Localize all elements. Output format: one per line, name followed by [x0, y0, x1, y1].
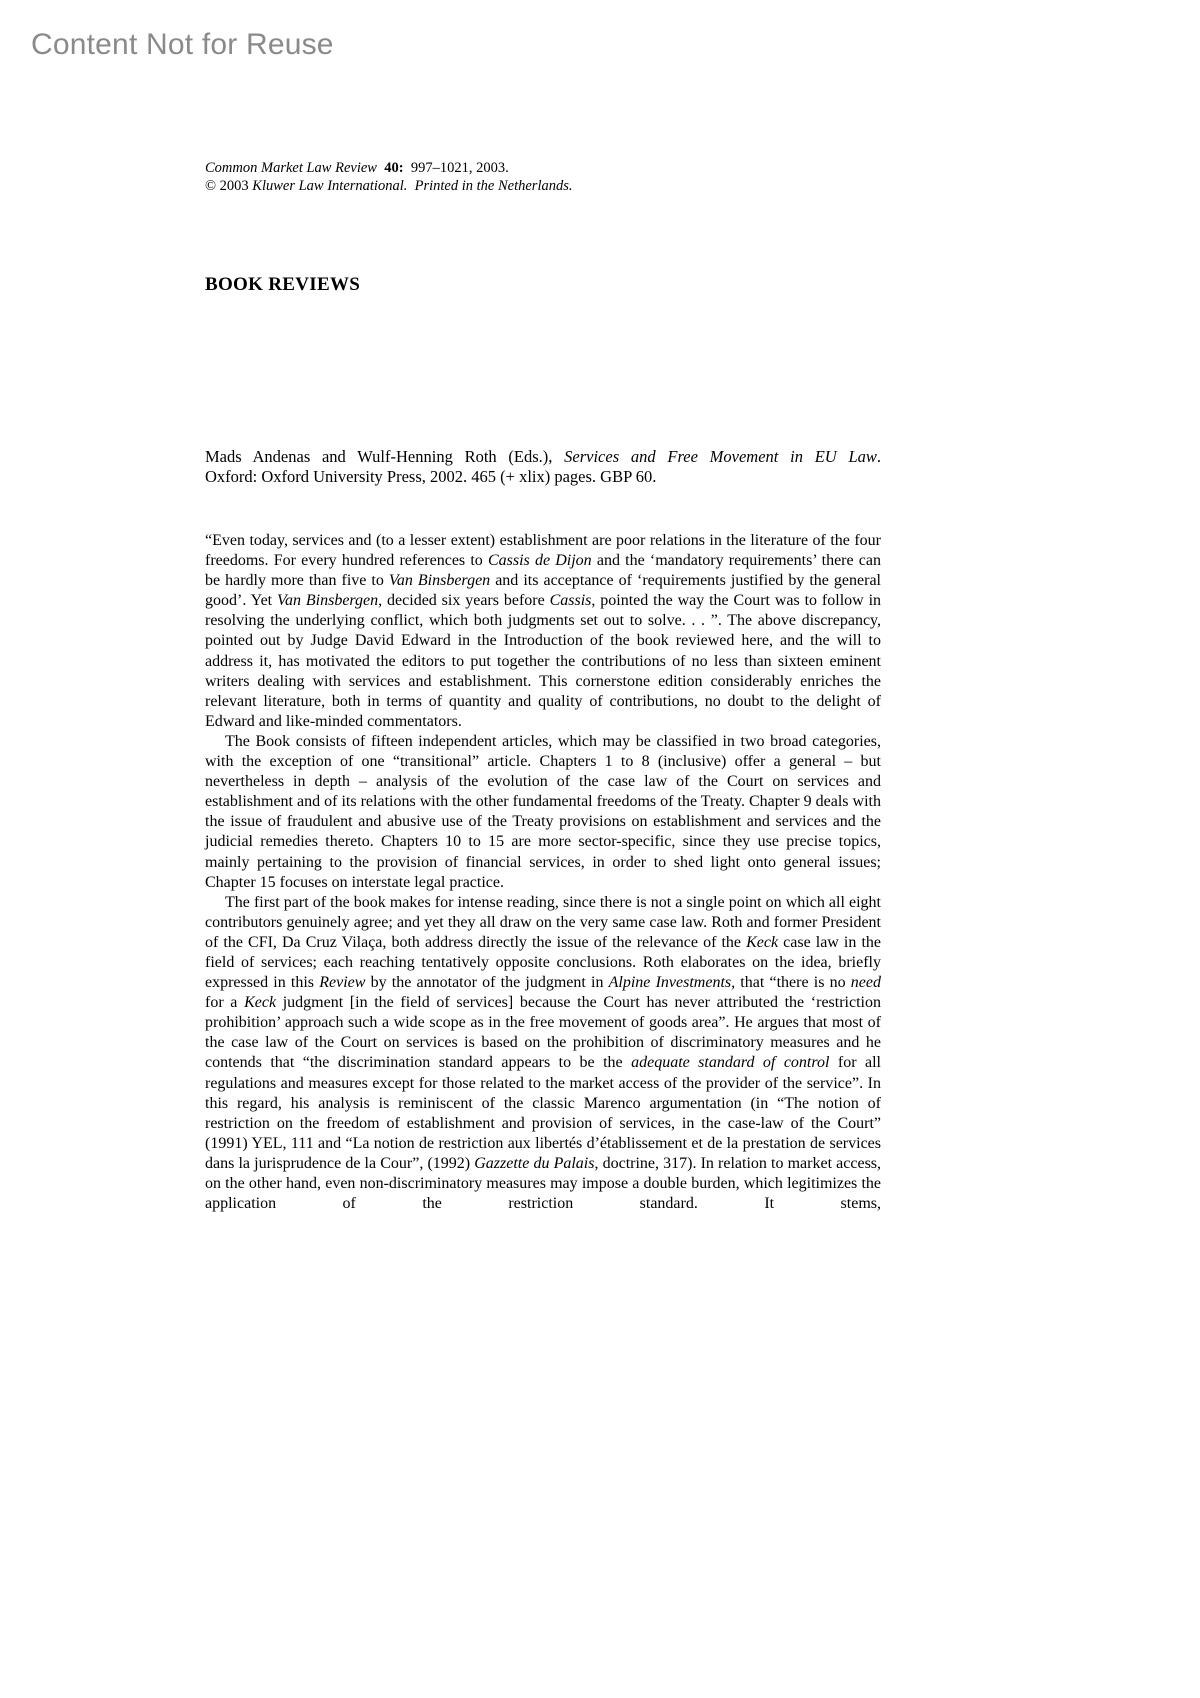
publisher: Kluwer Law International.: [252, 178, 408, 194]
case-name-van-binsbergen-2: Van Binsbergen,: [277, 592, 383, 610]
journal-pages-year: 997–1021, 2003.: [410, 160, 509, 176]
p1-text-3: and its acceptance of ‘requirements justified by the general good’. Yet: [205, 572, 881, 610]
p1-text-4: decided six years before: [382, 592, 550, 610]
journal-name: Common Market Law Review: [205, 160, 377, 176]
book-title: Services and Free Movement in EU Law: [564, 447, 877, 466]
p1-text-2: and the ‘mandatory requirements’ there can be hardly more than five to: [205, 552, 881, 590]
p1-text-5: , pointed the way the Court was to follow in resolving the underlying conflict, which both judgments set out to solve. . . ”. The above discrepancy, pointed out by Judge David Edward in the Introduction of the book reviewed here, and the will to address it, has motivated the editors to put together the contributions of no less than sixteen eminent writers dealing with services and establishment. This cornerstone edition considerably enriches the relevant literature, both in terms of quantity and quality of contributions, no doubt to the delight of Edward and like-minded commentators.: [205, 592, 882, 730]
journal-citation-line: [205, 159, 573, 177]
case-name-alpine-investments: Alpine Investments,: [608, 974, 736, 992]
p3-text-2: case law in the field of services; each reaching tentatively opposite conclusions. Roth elaborates on the idea, briefly expressed in this: [205, 933, 881, 992]
publication-gazzette-du-palais: Gazzette du Palais: [474, 1154, 595, 1172]
citation-line-2: Oxford: Oxford University Press, 2002. 465 (+ xlix) pages. GBP 60.: [205, 467, 657, 486]
emphasis-standard-of-control: adequate standard of control: [631, 1054, 830, 1072]
journal-review-ref: Review: [319, 974, 366, 992]
p3-text-1: The first part of the book makes for intense reading, since there is not a single point on which all eight contributors genuinely agree; and yet they all draw on the very same case law. Roth and former President of the CFI, Da Cruz Vilaça, both address directly the issue of the relevance of the: [205, 893, 881, 951]
copyright-line: [205, 177, 573, 195]
p3-text-7: for all regulations and measures except for those related to the market access of the provider of the service”. In this regard, his analysis is reminiscent of the classic Marenco argumentation (in “The notion of restriction on the freedom of establishment and provision of services, in the case-law of the Court” (1991) YEL, 111 and “La notion de restriction aux libertés d’établissement et de la prestation de services dans la jurisprudence de la Cour”, (1992): [205, 1054, 881, 1172]
p1-text-1: “Even today, services and (to a lesser extent) establishment are poor relations in the literature of the four freedoms. For every hundred references to: [205, 532, 881, 570]
book-authors: Mads Andenas and Wulf-Henning Roth (Eds.),: [205, 447, 553, 466]
book-citation: [205, 447, 881, 487]
book-title-period: .: [876, 447, 882, 466]
section-title: BOOK REVIEWS: [205, 274, 361, 295]
p3-text-4: that “there is no: [735, 974, 851, 992]
paragraph-2: The Book consists of fifteen independent articles, which may be classified in two broad categories, with the exception of one “transitional” article. Chapters 1 to 8 (inclusive) offer a general – but nevertheless in depth – analysis of the evolution of the case law of the Court on services and establishment and of its relations with the other fundamental freedoms of the Treaty. Chapter 9 deals with the issue of fraudulent and abusive use of the Treaty provisions on establishment and services and the judicial remedies thereto. Chapters 10 to 15 are more sector-specific, since they use precise topics, mainly pertaining to the provision of financial services, in order to shed light onto general issues; Chapter 15 focuses on interstate legal practice.: [205, 732, 881, 891]
copyright-icon: ©: [205, 178, 217, 194]
copyright-year: 2003: [219, 178, 249, 194]
p3-text-3: by the annotator of the judgment in: [365, 974, 609, 992]
paragraph-1: [205, 531, 881, 732]
paragraph-3: [205, 893, 881, 1215]
journal-volume: 40:: [384, 160, 404, 176]
review-body: [205, 531, 881, 1214]
watermark: Content Not for Reuse: [31, 28, 334, 61]
paragraph-3-content: [205, 893, 881, 1215]
emphasis-need: need: [850, 974, 881, 992]
case-name-keck-2: Keck: [244, 994, 277, 1012]
p3-text-5: for a: [205, 994, 245, 1012]
printed-note: Printed in the Netherlands.: [414, 178, 573, 194]
case-name-cassis: Cassis: [549, 592, 592, 610]
case-name-keck: Keck: [746, 933, 779, 951]
citation-line-1: [205, 447, 881, 467]
p3-text-6: judgment [in the field of services] because the Court has never attributed the ‘restriction prohibition’ approach such a wide scope as in the free movement of goods area”. He argues that most of the case law of the Court on services is based on the prohibition of discriminatory measures and he contends that “the discrimination standard appears to be the: [205, 994, 881, 1072]
case-name-van-binsbergen: Van Binsbergen: [388, 572, 491, 590]
case-name-cassis-de-dijon: Cassis de Dijon: [487, 552, 592, 570]
journal-header: [205, 159, 573, 195]
p3-text-8: , doctrine, 317). In relation to market access, on the other hand, even non-discriminatory measures may impose a double burden, which legitimizes the application of the restriction standard. It stems,: [205, 1154, 882, 1213]
